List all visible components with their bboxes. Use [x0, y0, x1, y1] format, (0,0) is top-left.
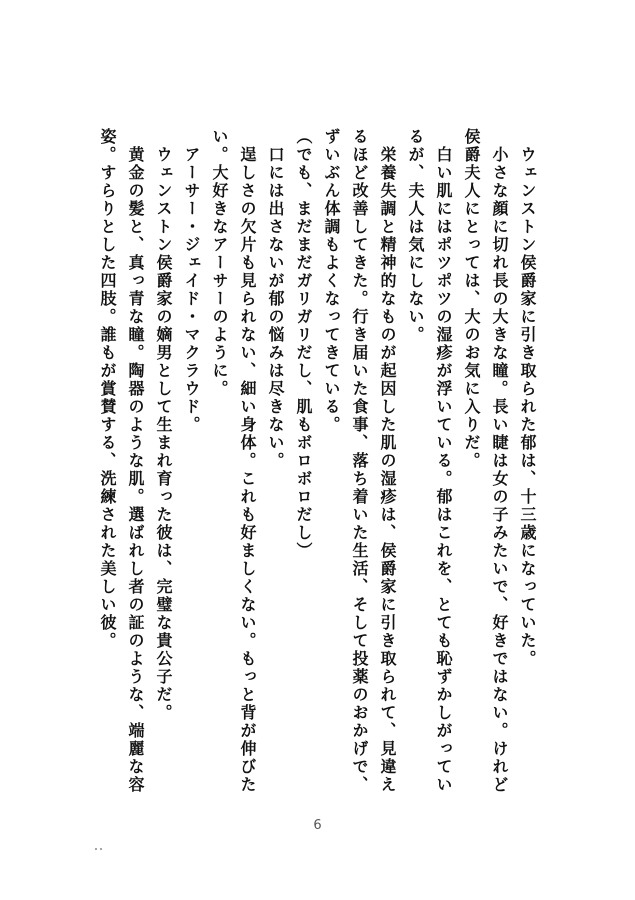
text-line: アーサー・ジェイド・マクラウド。 — [182, 146, 201, 434]
text-line: 口には出さないが郁の悩みは尽きない。 — [266, 146, 285, 470]
paragraph — [457, 128, 513, 794]
text-line: 白い肌にはポツポツの湿疹が浮いている。郁はこれを、とても恥ずかしがってい — [434, 146, 453, 794]
text-line: 侯爵夫人にとっては、大のお気に入りだ。 — [462, 128, 481, 470]
text-line: るが、夫人は気にしない。 — [406, 128, 425, 344]
body-text — [93, 128, 541, 794]
text-line: ずいぶん体調もよくなってきている。 — [322, 128, 341, 434]
paragraph — [261, 128, 289, 794]
text-line: ウェンストン侯爵家に引き取られた郁は、十三歳になっていた。 — [518, 146, 537, 668]
text-line: 小さな顔に切れ長の大きな瞳。長い睫は女の子みたいで、好きではない。けれど — [490, 146, 509, 794]
text-line: 逞しさの欠片も見られない、細い身体。これも好ましくない。もっと背が伸びた — [238, 146, 257, 794]
text-line: 黄金の髪と、真っ青な瞳。陶器のような肌。選ばれし者の証のような、端麗な容 — [126, 146, 145, 794]
text-line: 栄養失調と精神的なものが起因した肌の湿疹は、侯爵家に引き取られて、見違え — [378, 146, 397, 794]
paragraph — [149, 128, 177, 794]
paragraph — [177, 128, 205, 794]
text-line: い。大好きなアーサーのように。 — [210, 128, 229, 398]
paragraph — [401, 128, 457, 794]
paragraph — [93, 128, 149, 794]
page-number: 6 — [313, 818, 322, 833]
text-line: るほど改善してきた。行き届いた食事、落ち着いた生活、そして投薬のおかげで、 — [350, 128, 369, 794]
text-line: ウェンストン侯爵家の嫡男として生まれ育った彼は、完璧な貴公子だ。 — [154, 146, 173, 722]
paragraph — [317, 128, 401, 794]
inner-thought — [289, 128, 317, 794]
text-line: （でも、まだまだガリガリだし、肌もボロボロだし） — [294, 128, 313, 560]
text-line: 姿。すらりとした四肢。誰もが賞賛する、洗練された美しい彼。 — [98, 128, 117, 650]
paragraph — [513, 128, 541, 794]
paragraph — [205, 128, 261, 794]
scan-speck — [95, 848, 103, 851]
